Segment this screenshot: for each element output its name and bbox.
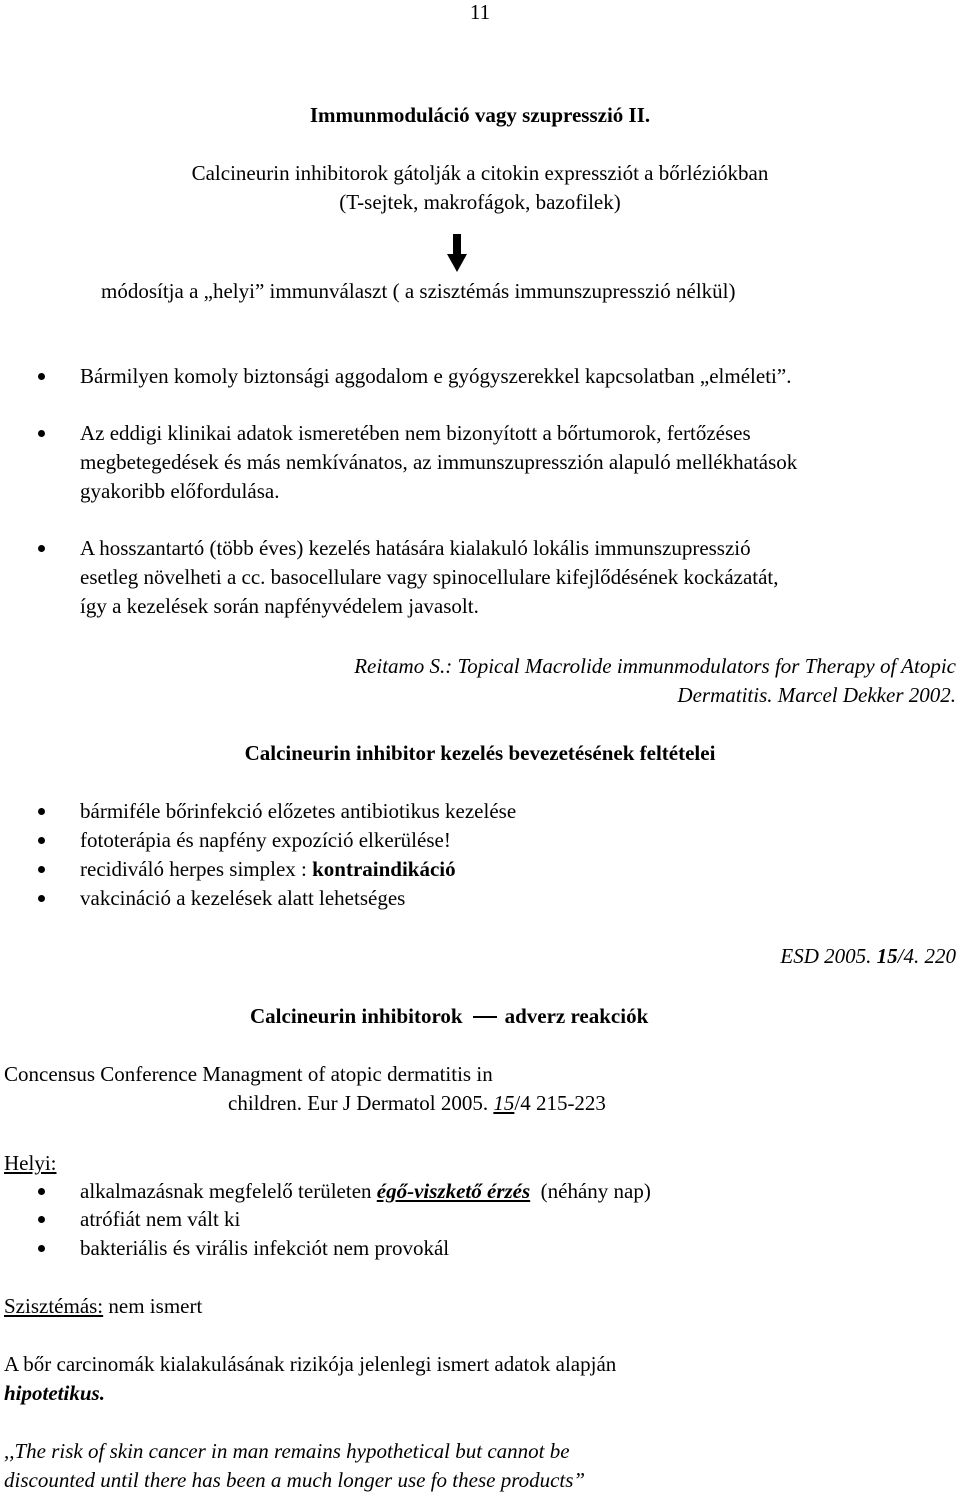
condition-item-herpes — [80, 859, 456, 880]
quote-line-1: ,,The risk of skin cancer in man remains hypothetical but cannot be — [4, 1439, 570, 1463]
bullet-dot — [38, 808, 45, 815]
bullet-dot — [38, 1245, 45, 1252]
page-number: 11 — [469, 0, 491, 24]
herpes-text: recidiváló herpes simplex : — [80, 857, 313, 881]
conference-line-2 — [228, 1093, 606, 1114]
local-effect-item — [80, 1181, 651, 1202]
bullet-dot — [38, 1216, 45, 1223]
condition-item: vakcináció a kezelések alatt lehetséges — [80, 886, 406, 910]
section1-title: Immunmoduláció vagy szupresszió II. — [309, 103, 651, 127]
longterm-bullet-line-2: esetleg növelheti a cc. basocellulare vagy spinocellulare kifejlődésének kockázatát, — [80, 565, 779, 589]
local-effect-duration: (néhány nap) — [530, 1179, 651, 1203]
bullet-dot — [38, 1188, 45, 1195]
esd-ref-volume: 15 — [876, 944, 898, 968]
reference-line-2: Dermatitis. Marcel Dekker 2002. — [677, 683, 956, 707]
intro-line-2: (T-sejtek, makrofágok, bazofilek) — [339, 190, 621, 214]
bullet-dot — [38, 373, 45, 380]
section3-title-part2: adverz reakciók — [504, 1004, 649, 1028]
section3-title — [250, 1006, 648, 1027]
conf-citation-suffix: /4 215-223 — [514, 1091, 606, 1115]
local-label: Helyi: — [4, 1151, 57, 1175]
dash-separator — [473, 1016, 497, 1018]
systemic-text: nem ismert — [103, 1294, 203, 1318]
longterm-bullet-line-3: így a kezelések során napfényvédelem javasolt. — [80, 594, 479, 618]
local-effect-text: alkalmazásnak megfelelő területen — [80, 1179, 377, 1203]
conference-line-1: Concensus Conference Managment of atopic dermatitis in — [4, 1062, 493, 1086]
section3-title-part1: Calcineurin inhibitorok — [250, 1004, 463, 1028]
longterm-bullet-line-1: A hosszantartó (több éves) kezelés hatására kialakuló lokális immunszupresszió — [80, 536, 751, 560]
result-line: módosítja a „helyi” immunválaszt ( a szisztémás immunszupresszió nélkül) — [101, 279, 736, 303]
section2-title: Calcineurin inhibitor kezelés bevezetésének feltételei — [244, 741, 716, 765]
systemic-line — [4, 1296, 202, 1317]
carcinoma-line-1: A bőr carcinomák kialakulásának rizikója jelenlegi ismert adatok alapján — [4, 1352, 617, 1376]
reference-line-1: Reitamo S.: Topical Macrolide immunmodulators for Therapy of Atopic — [354, 654, 956, 678]
condition-item: bármiféle bőrinfekció előzetes antibiotikus kezelése — [80, 799, 517, 823]
bullet-dot — [38, 837, 45, 844]
conf-citation-volume: 15 — [493, 1091, 515, 1115]
esd-reference — [780, 946, 956, 967]
burning-itch-sensation: égő-viszkető érzés — [376, 1179, 531, 1203]
contraindication-label: kontraindikáció — [312, 857, 456, 881]
local-effect-item: bakteriális és virális infekciót nem provokál — [80, 1236, 450, 1260]
bullet-dot — [38, 430, 45, 437]
clinical-bullet-line-1: Az eddigi klinikai adatok ismeretében nem bizonyított a bőrtumorok, fertőzéses — [80, 421, 751, 445]
local-effect-item: atrófiát nem vált ki — [80, 1207, 241, 1231]
bullet-dot — [38, 895, 45, 902]
safety-bullet: Bármilyen komoly biztonsági aggodalom e gyógyszerekkel kapcsolatban „elméleti”. — [80, 364, 792, 388]
systemic-label: Szisztémás: — [4, 1294, 104, 1318]
intro-line-1: Calcineurin inhibitorok gátolják a citokin expressziót a bőrléziókban — [191, 161, 769, 185]
conf-citation-prefix: children. Eur J Dermatol 2005. — [228, 1091, 494, 1115]
esd-ref-suffix: /4. 220 — [897, 944, 956, 968]
condition-item: fototerápia és napfény expozíció elkerülése! — [80, 828, 451, 852]
carcinoma-line-2: hipotetikus. — [4, 1381, 105, 1405]
esd-ref-prefix: ESD 2005. — [780, 944, 877, 968]
bullet-dot — [38, 866, 45, 873]
bullet-dot — [38, 545, 45, 552]
quote-line-2: discounted until there has been a much longer use fo these products” — [4, 1468, 586, 1492]
down-arrow-icon — [447, 234, 467, 272]
clinical-bullet-line-2: megbetegedések és más nemkívánatos, az immunszupresszión alapuló mellékhatások — [80, 450, 798, 474]
clinical-bullet-line-3: gyakoribb előfordulása. — [80, 479, 280, 503]
